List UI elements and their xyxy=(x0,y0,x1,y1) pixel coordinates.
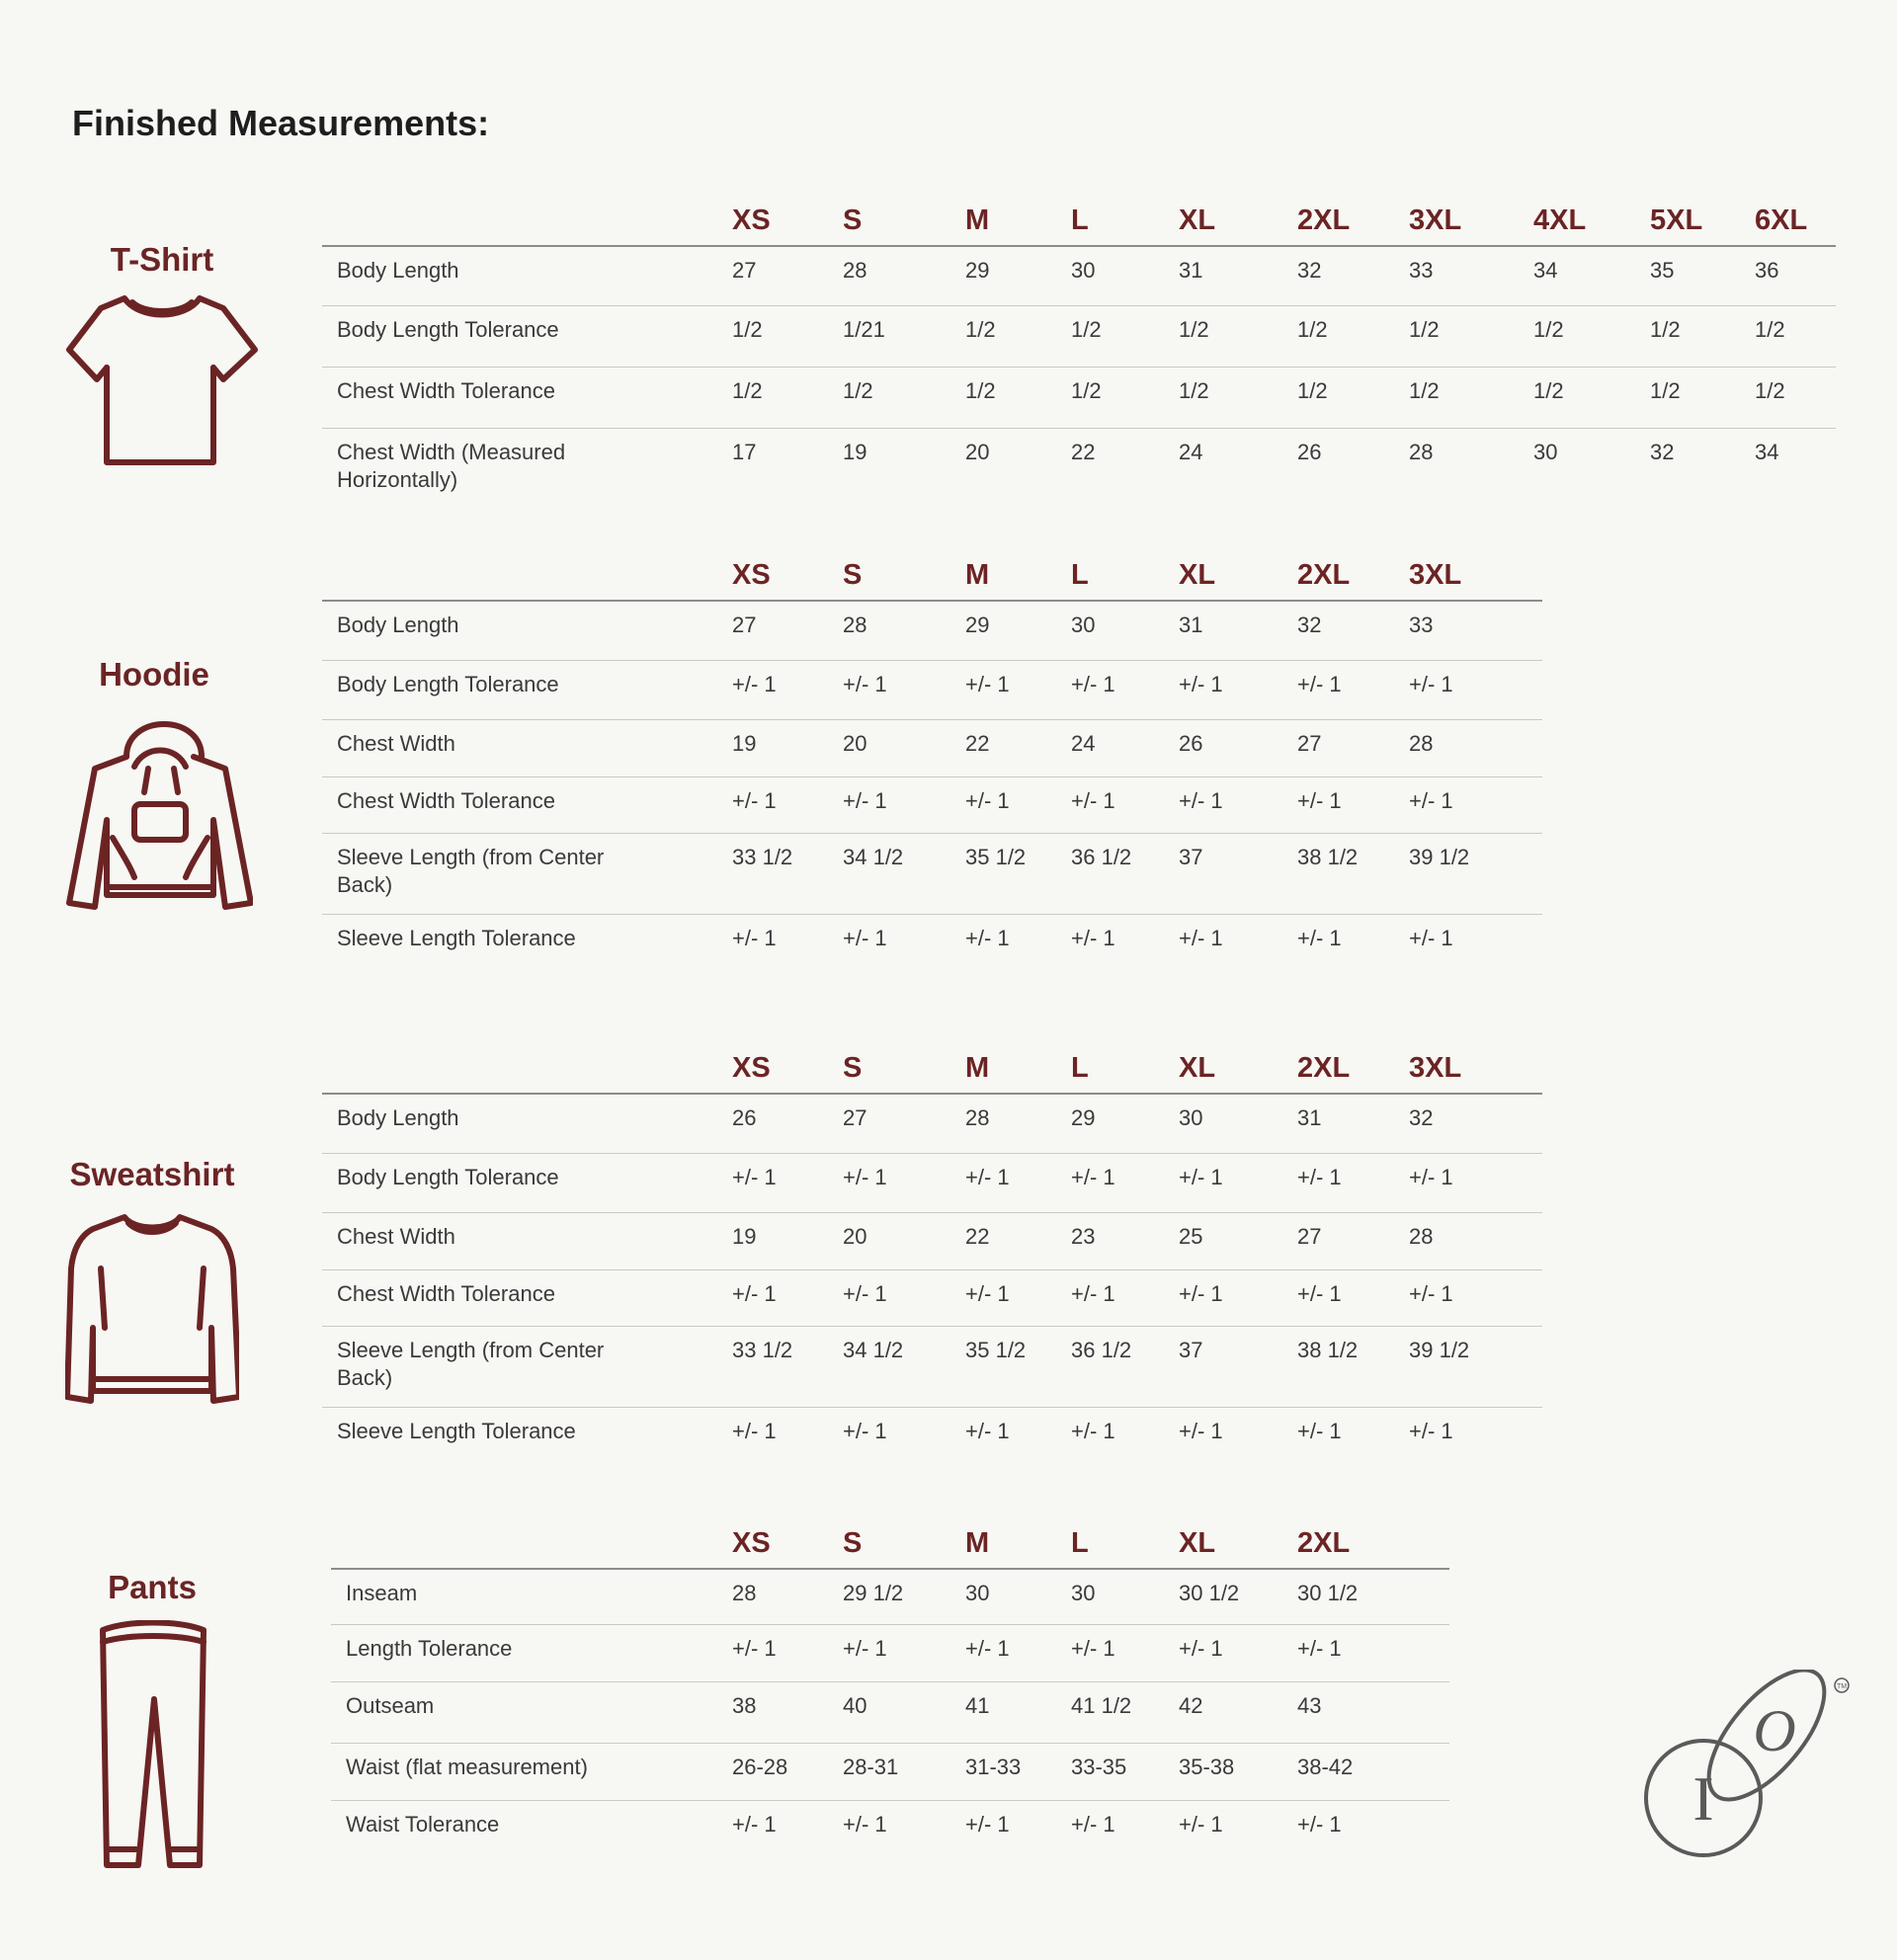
measurement-value: +/- 1 xyxy=(955,776,1061,833)
measurement-value: +/- 1 xyxy=(722,660,833,719)
table-row xyxy=(322,428,1836,504)
table-row xyxy=(322,601,1542,660)
measurement-label: Chest Width xyxy=(322,1212,722,1269)
size-header: 2XL xyxy=(1287,1045,1399,1094)
measurement-value: +/- 1 xyxy=(965,1418,1010,1443)
table-row xyxy=(322,719,1542,776)
measurement-value: +/- 1 xyxy=(1061,1624,1169,1681)
page-title: Finished Measurements: xyxy=(72,103,490,143)
measurement-value: 36 1/2 xyxy=(1061,1326,1169,1407)
measurement-value: +/- 1 xyxy=(1169,1269,1287,1326)
measurement-value: 31 xyxy=(1287,1094,1399,1153)
table-row xyxy=(331,1800,1449,1857)
measurement-label: Sleeve Length (from Center Back) xyxy=(322,833,722,914)
blank-header-cell xyxy=(322,552,722,601)
measurement-value: 27 xyxy=(833,1094,955,1153)
measurement-value: 26-28 xyxy=(722,1743,833,1800)
measurement-value: 35 1/2 xyxy=(955,1326,1061,1407)
measurement-value: +/- 1 xyxy=(1287,1153,1399,1212)
measurement-value: +/- 1 xyxy=(732,1418,777,1443)
measurement-value: 1/21 xyxy=(833,305,955,367)
table-row xyxy=(322,1269,1542,1326)
measurement-value: +/- 1 xyxy=(1071,1418,1115,1443)
garment-label: Hoodie xyxy=(99,656,209,693)
measurement-value: 29 xyxy=(955,601,1061,660)
measurement-value: 28-31 xyxy=(833,1743,955,1800)
table-row xyxy=(322,1153,1542,1212)
measurement-value: +/- 1 xyxy=(1399,1269,1542,1326)
measurement-value: 1/2 xyxy=(1745,305,1836,367)
measurement-label: Body Length Tolerance xyxy=(322,660,722,719)
measurement-value: 30 1/2 xyxy=(1287,1569,1449,1624)
measurement-value: +/- 1 xyxy=(833,776,955,833)
measurement-value: 32 xyxy=(1650,439,1675,464)
measurement-value: +/- 1 xyxy=(1179,925,1223,950)
size-header: 2XL xyxy=(1287,198,1399,246)
measurement-label: Chest Width Tolerance xyxy=(322,1269,722,1326)
measurement-value: 33 xyxy=(1399,246,1524,305)
measurement-value: +/- 1 xyxy=(1399,1153,1542,1212)
measurement-value: 41 xyxy=(955,1681,1061,1743)
measurement-value: +/- 1 xyxy=(722,1153,833,1212)
measurement-value: +/- 1 xyxy=(1169,1153,1287,1212)
measurement-value: 38-42 xyxy=(1287,1743,1449,1800)
measurement-value: +/- 1 xyxy=(965,925,1010,950)
measurement-value: 1/2 xyxy=(1399,305,1524,367)
brand-logo-icon xyxy=(1640,1670,1857,1872)
measurement-value: +/- 1 xyxy=(833,1153,955,1212)
measurement-value: +/- 1 xyxy=(1061,660,1169,719)
measurement-value: +/- 1 xyxy=(955,1624,1061,1681)
measurement-value: 30 xyxy=(1533,439,1558,464)
table-row xyxy=(331,1569,1449,1624)
measurement-value: 38 1/2 xyxy=(1287,1326,1399,1407)
table-row xyxy=(322,1326,1542,1407)
measurement-value: 27 xyxy=(1287,719,1399,776)
measurement-value: 1/2 xyxy=(1399,367,1524,428)
measurement-value: +/- 1 xyxy=(722,1624,833,1681)
size-header-row xyxy=(322,552,1542,601)
measurement-label: Body Length xyxy=(322,246,722,305)
measurement-label: Waist Tolerance xyxy=(346,1811,500,1837)
measurement-value: 1/2 xyxy=(1061,367,1169,428)
measurement-value: 28 xyxy=(1399,719,1542,776)
measurement-value: +/- 1 xyxy=(833,660,955,719)
measurement-value: 29 xyxy=(955,246,1061,305)
hoodie-size-table xyxy=(322,552,1542,973)
measurement-label: Outseam xyxy=(331,1681,722,1743)
measurement-value: 1/2 xyxy=(722,305,833,367)
measurement-value: 27 xyxy=(1287,1212,1399,1269)
measurement-value: 27 xyxy=(722,601,833,660)
measurement-label: Chest Width xyxy=(322,719,722,776)
pants-icon xyxy=(99,1620,207,1869)
garment-label: Sweatshirt xyxy=(69,1156,235,1192)
table-row xyxy=(322,660,1542,719)
size-header: XS xyxy=(722,552,833,601)
measurement-label: Sleeve Length Tolerance xyxy=(337,1418,576,1443)
size-header: 3XL xyxy=(1399,198,1524,246)
size-header: 2XL xyxy=(1287,1520,1449,1569)
measurement-value: 19 xyxy=(722,1212,833,1269)
measurement-value: 36 1/2 xyxy=(1061,833,1169,914)
measurement-value: +/- 1 xyxy=(833,1269,955,1326)
size-header-row xyxy=(322,198,1836,246)
measurement-value: +/- 1 xyxy=(1071,925,1115,950)
measurement-value: +/- 1 xyxy=(1287,1624,1449,1681)
measurement-value: +/- 1 xyxy=(1169,1624,1287,1681)
measurement-value: +/- 1 xyxy=(1399,660,1542,719)
measurement-value: 1/2 xyxy=(833,367,955,428)
measurement-value: 20 xyxy=(833,1212,955,1269)
table-body xyxy=(331,1569,1449,1857)
measurement-label: Chest Width Tolerance xyxy=(322,776,722,833)
measurement-value: 35 xyxy=(1640,246,1745,305)
measurement-value: +/- 1 xyxy=(833,1624,955,1681)
size-header: S xyxy=(833,1520,955,1569)
size-header: 2XL xyxy=(1287,552,1399,601)
size-header: M xyxy=(955,198,1061,246)
size-header: XL xyxy=(1169,552,1287,601)
measurement-value: 37 xyxy=(1169,1326,1287,1407)
size-header: M xyxy=(955,1520,1061,1569)
measurement-value: 34 1/2 xyxy=(833,1326,955,1407)
measurement-label: Body Length Tolerance xyxy=(322,305,722,367)
measurement-value: 25 xyxy=(1169,1212,1287,1269)
measurement-value: 26 xyxy=(1297,439,1322,464)
measurement-value: 30 xyxy=(1061,246,1169,305)
measurement-value: +/- 1 xyxy=(965,1811,1010,1837)
size-header: L xyxy=(1061,1045,1169,1094)
table-row xyxy=(331,1624,1449,1681)
size-header: XL xyxy=(1169,1045,1287,1094)
measurement-value: 28 xyxy=(833,601,955,660)
measurement-value: 31 xyxy=(1169,246,1287,305)
measurement-value: 1/2 xyxy=(722,367,833,428)
measurement-value: +/- 1 xyxy=(1061,1269,1169,1326)
tshirt-size-table xyxy=(322,198,1836,504)
size-header-row xyxy=(331,1520,1449,1569)
measurement-value: +/- 1 xyxy=(1061,776,1169,833)
measurement-value: +/- 1 xyxy=(1287,776,1399,833)
measurement-value: +/- 1 xyxy=(1399,776,1542,833)
measurement-value: 28 xyxy=(833,246,955,305)
measurement-value: 35 1/2 xyxy=(955,833,1061,914)
size-header: 3XL xyxy=(1399,1045,1542,1094)
measurement-value: 1/2 xyxy=(1524,305,1640,367)
measurement-value: 26 xyxy=(722,1094,833,1153)
measurement-value: 30 1/2 xyxy=(1169,1569,1287,1624)
measurement-value: +/- 1 xyxy=(722,776,833,833)
measurement-value: 17 xyxy=(732,439,757,464)
garment-label: T-Shirt xyxy=(110,241,214,278)
measurement-value: 28 xyxy=(1409,439,1434,464)
measurement-value: +/- 1 xyxy=(955,1153,1061,1212)
measurement-value: 30 xyxy=(1061,601,1169,660)
size-header: M xyxy=(955,1045,1061,1094)
measurement-value: 26 xyxy=(1169,719,1287,776)
measurement-value: 1/2 xyxy=(1287,305,1399,367)
measurement-value: 40 xyxy=(833,1681,955,1743)
garment-label: Pants xyxy=(108,1569,197,1605)
measurement-label: Length Tolerance xyxy=(331,1624,722,1681)
measurement-value: +/- 1 xyxy=(1179,1811,1223,1837)
blank-header-cell xyxy=(331,1520,722,1569)
measurement-value: +/- 1 xyxy=(843,1811,887,1837)
measurement-value: +/- 1 xyxy=(1287,1269,1399,1326)
measurement-value: 31-33 xyxy=(955,1743,1061,1800)
measurement-value: 33 1/2 xyxy=(722,833,833,914)
measurement-value: 29 xyxy=(1061,1094,1169,1153)
size-header: XS xyxy=(722,198,833,246)
measurement-value: 19 xyxy=(722,719,833,776)
measurement-label: Inseam xyxy=(331,1569,722,1624)
measurement-value: 24 xyxy=(1179,439,1203,464)
table-row xyxy=(322,1094,1542,1153)
measurement-value: 33 1/2 xyxy=(722,1326,833,1407)
measurement-value: +/- 1 xyxy=(955,1269,1061,1326)
measurement-value: +/- 1 xyxy=(1169,660,1287,719)
measurement-value: 32 xyxy=(1287,601,1399,660)
measurement-value: +/- 1 xyxy=(1061,1153,1169,1212)
size-header: S xyxy=(833,552,955,601)
table-body xyxy=(322,601,1542,973)
logo-letter-o: O xyxy=(1753,1698,1796,1763)
measurement-label: Sleeve Length Tolerance xyxy=(337,925,576,950)
size-header-row xyxy=(322,1045,1542,1094)
measurement-value: 34 xyxy=(1524,246,1640,305)
measurement-value: 39 1/2 xyxy=(1399,833,1542,914)
measurement-value: 1/2 xyxy=(1169,305,1287,367)
measurement-label: Chest Width Tolerance xyxy=(322,367,722,428)
size-header: L xyxy=(1061,552,1169,601)
trademark-mark: TM xyxy=(1836,1683,1848,1690)
measurement-value: 1/2 xyxy=(955,305,1061,367)
measurement-value: +/- 1 xyxy=(955,660,1061,719)
table-row xyxy=(322,367,1836,428)
measurement-value: 19 xyxy=(843,439,867,464)
measurement-value: 1/2 xyxy=(1524,367,1640,428)
measurement-value: 22 xyxy=(955,719,1061,776)
tshirt-icon xyxy=(65,290,259,468)
sweatshirt-size-table xyxy=(322,1045,1542,1466)
blank-header-cell xyxy=(322,1045,722,1094)
sweatshirt-icon xyxy=(65,1209,239,1407)
measurement-value: 28 xyxy=(955,1094,1061,1153)
table-row xyxy=(322,1212,1542,1269)
measurement-value: 28 xyxy=(722,1569,833,1624)
measurement-value: 20 xyxy=(833,719,955,776)
measurement-value: 1/2 xyxy=(1061,305,1169,367)
measurement-value: +/- 1 xyxy=(1297,1418,1342,1443)
measurement-value: 24 xyxy=(1061,719,1169,776)
size-header: XL xyxy=(1169,1520,1287,1569)
size-header: 4XL xyxy=(1524,198,1640,246)
measurement-value: 33 xyxy=(1399,601,1542,660)
measurement-value: 28 xyxy=(1399,1212,1542,1269)
size-header: S xyxy=(833,1045,955,1094)
table-row xyxy=(331,1681,1449,1743)
measurement-value: 36 xyxy=(1745,246,1836,305)
measurement-value: +/- 1 xyxy=(1071,1811,1115,1837)
measurement-value: 23 xyxy=(1061,1212,1169,1269)
measurement-value: 30 xyxy=(955,1569,1061,1624)
measurement-value: +/- 1 xyxy=(732,1811,777,1837)
size-header: S xyxy=(833,198,955,246)
measurement-label: Chest Width (Measured Horizontally) xyxy=(337,439,566,492)
measurement-value: 32 xyxy=(1287,246,1399,305)
measurement-value: 30 xyxy=(1061,1569,1169,1624)
table-row xyxy=(322,833,1542,914)
measurement-value: +/- 1 xyxy=(843,1418,887,1443)
measurement-label: Body Length xyxy=(322,601,722,660)
measurement-value: +/- 1 xyxy=(732,925,777,950)
measurement-value: +/- 1 xyxy=(1297,925,1342,950)
hoodie-icon xyxy=(65,709,253,911)
measurement-value: +/- 1 xyxy=(1287,660,1399,719)
measurement-value: 29 1/2 xyxy=(833,1569,955,1624)
table-body xyxy=(322,246,1836,504)
measurement-value: 1/2 xyxy=(1287,367,1399,428)
measurement-value: 30 xyxy=(1169,1094,1287,1153)
table-body xyxy=(322,1094,1542,1466)
measurement-value: 22 xyxy=(955,1212,1061,1269)
measurement-value: 42 xyxy=(1169,1681,1287,1743)
measurement-value: +/- 1 xyxy=(1169,776,1287,833)
blank-header-cell xyxy=(322,198,722,246)
size-header: 5XL xyxy=(1640,198,1745,246)
measurement-value: 34 1/2 xyxy=(833,833,955,914)
measurement-value: 1/2 xyxy=(1640,367,1745,428)
measurement-value: 20 xyxy=(965,439,990,464)
size-header: L xyxy=(1061,1520,1169,1569)
size-header: XL xyxy=(1169,198,1287,246)
size-header: 3XL xyxy=(1399,552,1542,601)
measurement-value: +/- 1 xyxy=(843,925,887,950)
measurement-value: +/- 1 xyxy=(722,1269,833,1326)
table-row xyxy=(322,914,1542,973)
measurement-value: 27 xyxy=(722,246,833,305)
measurement-value: 34 xyxy=(1755,439,1779,464)
size-header: M xyxy=(955,552,1061,601)
measurement-value: 41 1/2 xyxy=(1061,1681,1169,1743)
size-header: L xyxy=(1061,198,1169,246)
measurement-value: +/- 1 xyxy=(1409,925,1453,950)
table-row xyxy=(322,305,1836,367)
logo-letter-i: I xyxy=(1692,1763,1714,1834)
measurement-value: 1/2 xyxy=(1745,367,1836,428)
measurement-value: 35-38 xyxy=(1169,1743,1287,1800)
measurement-value: 1/2 xyxy=(955,367,1061,428)
table-row xyxy=(322,776,1542,833)
size-header: 6XL xyxy=(1745,198,1836,246)
table-row xyxy=(322,246,1836,305)
measurement-value: 32 xyxy=(1399,1094,1542,1153)
table-row xyxy=(322,1407,1542,1466)
measurement-value: 43 xyxy=(1287,1681,1449,1743)
measurement-value: +/- 1 xyxy=(1297,1811,1342,1837)
table-row xyxy=(331,1743,1449,1800)
measurement-value: 31 xyxy=(1169,601,1287,660)
measurement-label: Sleeve Length (from Center Back) xyxy=(322,1326,722,1407)
size-header: XS xyxy=(722,1520,833,1569)
measurement-value: 33-35 xyxy=(1061,1743,1169,1800)
measurement-value: 37 xyxy=(1169,833,1287,914)
pants-size-table xyxy=(331,1520,1449,1857)
measurement-value: 1/2 xyxy=(1640,305,1745,367)
measurement-value: 39 1/2 xyxy=(1399,1326,1542,1407)
measurement-value: 38 xyxy=(722,1681,833,1743)
size-header: XS xyxy=(722,1045,833,1094)
measurement-value: 22 xyxy=(1071,439,1096,464)
measurement-value: 1/2 xyxy=(1169,367,1287,428)
measurement-label: Waist (flat measurement) xyxy=(331,1743,722,1800)
measurement-label: Body Length Tolerance xyxy=(322,1153,722,1212)
measurement-label: Body Length xyxy=(322,1094,722,1153)
measurement-value: +/- 1 xyxy=(1179,1418,1223,1443)
measurement-value: 38 1/2 xyxy=(1287,833,1399,914)
measurement-value: +/- 1 xyxy=(1409,1418,1453,1443)
